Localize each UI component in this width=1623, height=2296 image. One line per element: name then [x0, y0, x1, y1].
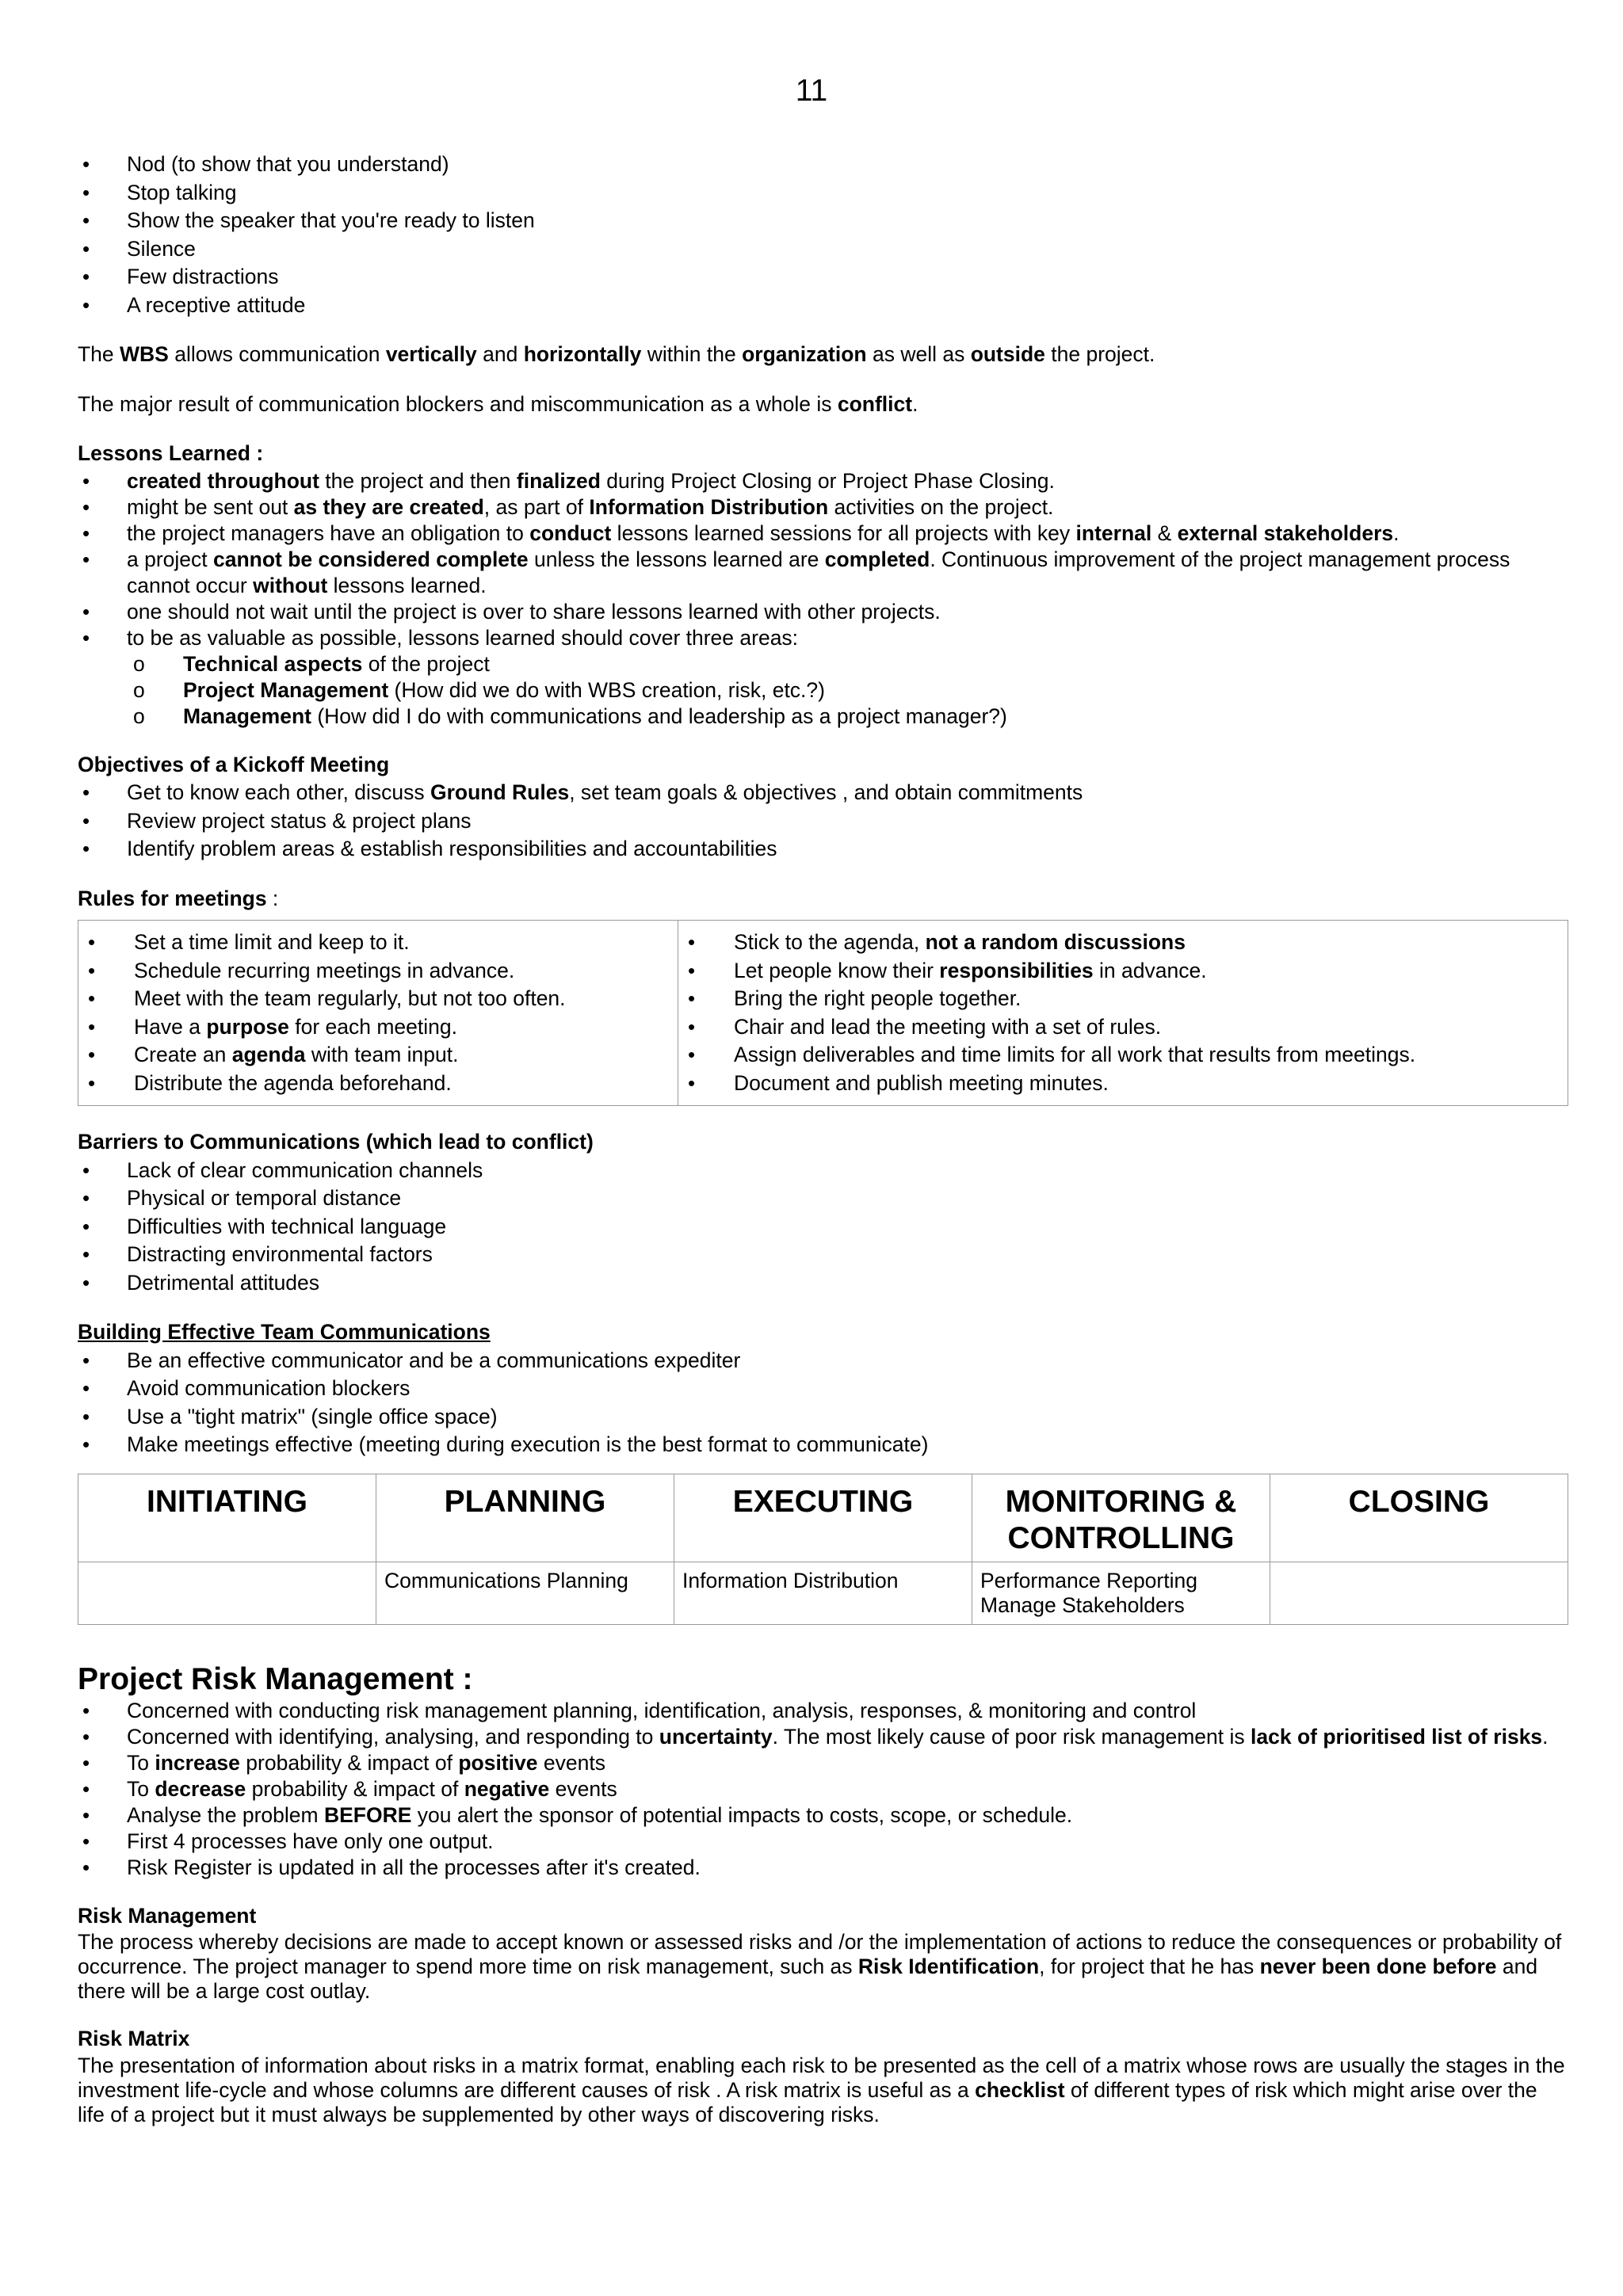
rules-heading: Rules for meetings :	[78, 886, 279, 910]
building-heading: Building Effective Team Communications	[78, 1320, 491, 1344]
list-item: • Review project status & project plans	[78, 807, 1568, 836]
table-cell	[1270, 1562, 1568, 1624]
list-item: • Risk Register is updated in all the processes after it's created.	[78, 1855, 1568, 1881]
list-item: • Avoid communication blockers	[78, 1375, 1568, 1403]
rules-left-cell	[78, 921, 678, 1106]
table-cell: Performance Reporting Manage Stakeholders	[972, 1562, 1270, 1624]
risk-list	[78, 1698, 1568, 1881]
wbs-paragraph: The WBS allows communication vertically and horizontally within the organization as well as outside the project.	[78, 342, 1155, 366]
page-number: 11	[795, 74, 828, 108]
list-item: • Nod (to show that you understand)	[78, 151, 1568, 179]
building-list	[78, 1347, 1568, 1459]
kickoff-heading: Objectives of a Kickoff Meeting	[78, 752, 390, 776]
rules-table	[78, 920, 1568, 1106]
list-item: • Few distractions	[78, 263, 1568, 292]
list-item: • Difficulties with technical language	[78, 1213, 1568, 1241]
sub-list-item: o Technical aspects of the project	[133, 651, 1568, 677]
barriers-list	[78, 1157, 1568, 1298]
rules-left-list	[83, 929, 671, 1097]
risk-management-heading: Risk Management	[78, 1903, 257, 1928]
list-item: • Analyse the problem BEFORE you alert the sponsor of potential impacts to costs, scope, or schedule.	[78, 1802, 1568, 1829]
lessons-list	[78, 468, 1568, 730]
list-item: • to be as valuable as possible, lessons learned should cover three areas: o Technical aspects of the project o Project Management (How did we do with WBS creation, risk, etc.?) o Management (How did I do with communications and leadership as a project manager?)	[78, 625, 1568, 730]
list-item: • To decrease probability & impact of negative events	[78, 1776, 1568, 1802]
table-cell: Information Distribution	[674, 1562, 972, 1624]
list-item: • Chair and lead the meeting with a set of rules.	[683, 1013, 1561, 1042]
list-item: • To increase probability & impact of positive events	[78, 1750, 1568, 1776]
list-item: • Silence	[78, 235, 1568, 264]
list-item: • Physical or temporal distance	[78, 1184, 1568, 1213]
barriers-heading: Barriers to Communications (which lead to conflict)	[78, 1130, 594, 1154]
list-item: • Make meetings effective (meeting during execution is the best format to communicate)	[78, 1431, 1568, 1459]
sub-list-item: o Management (How did I do with communications and leadership as a project manager?)	[133, 704, 1568, 730]
list-item: • the project managers have an obligation to conduct lessons learned sessions for all projects with key internal & external stakeholders.	[78, 521, 1568, 547]
table-cell: Communications Planning	[376, 1562, 674, 1624]
list-item: • Have a purpose for each meeting.	[83, 1013, 671, 1042]
conflict-paragraph: The major result of communication blockers and miscommunication as a whole is conflict.	[78, 391, 918, 416]
list-item: • Bring the right people together.	[683, 985, 1561, 1013]
list-item: • Concerned with conducting risk management planning, identification, analysis, responses, & monitoring and control	[78, 1698, 1568, 1724]
list-item: • Distribute the agenda beforehand.	[83, 1070, 671, 1098]
list-item: • Document and publish meeting minutes.	[683, 1070, 1561, 1098]
table-header-initiating: INITIATING	[78, 1474, 376, 1562]
lessons-heading: Lessons Learned :	[78, 441, 264, 465]
list-item: • A receptive attitude	[78, 292, 1568, 320]
page-content	[78, 151, 1568, 2127]
rules-right-list	[683, 929, 1561, 1097]
list-item: • Show the speaker that you're ready to listen	[78, 207, 1568, 235]
list-item: • Use a "tight matrix" (single office space)	[78, 1403, 1568, 1432]
list-item: • created throughout the project and then finalized during Project Closing or Project Phase Closing.	[78, 468, 1568, 494]
kickoff-list	[78, 779, 1568, 864]
list-item: • Schedule recurring meetings in advance.	[83, 957, 671, 986]
list-item: • Be an effective communicator and be a communications expediter	[78, 1347, 1568, 1375]
list-item: • Stop talking	[78, 179, 1568, 208]
list-item: • a project cannot be considered complete unless the lessons learned are completed. Continuous improvement of the project management process cannot occur without lessons learned.	[78, 547, 1568, 599]
rules-right-cell	[678, 921, 1568, 1106]
list-item: • Assign deliverables and time limits for all work that results from meetings.	[683, 1041, 1561, 1070]
process-group-table	[78, 1474, 1568, 1625]
lessons-sublist	[78, 651, 1568, 730]
list-item: • Detrimental attitudes	[78, 1269, 1568, 1298]
list-item: • Stick to the agenda, not a random discussions	[683, 929, 1561, 957]
list-item: • might be sent out as they are created, as part of Information Distribution activities on the project.	[78, 494, 1568, 521]
list-item: • Meet with the team regularly, but not too often.	[83, 985, 671, 1013]
list-item: • First 4 processes have only one output.	[78, 1829, 1568, 1855]
list-item: • Create an agenda with team input.	[83, 1041, 671, 1070]
table-cell	[78, 1562, 376, 1624]
list-item: • Identify problem areas & establish responsibilities and accountabilities	[78, 835, 1568, 864]
table-header-planning: PLANNING	[376, 1474, 674, 1562]
sub-list-item: o Project Management (How did we do with WBS creation, risk, etc.?)	[133, 677, 1568, 704]
table-header-executing: EXECUTING	[674, 1474, 972, 1562]
risk-matrix-heading: Risk Matrix	[78, 2027, 190, 2050]
risk-matrix-paragraph: The presentation of information about risks in a matrix format, enabling each risk to be presented as the cell of a matrix whose rows are usually the stages in the investment life-cycle and whose columns are different causes of risk . A risk matrix is useful as a checklist of different types of risk which might arise over the life of a project but it must always be supplemented by other ways of discovering risks.	[78, 2053, 1565, 2126]
table-header-monitoring: MONITORING & CONTROLLING	[972, 1474, 1270, 1562]
list-item: • Lack of clear communication channels	[78, 1157, 1568, 1185]
risk-title: Project Risk Management :	[78, 1661, 473, 1696]
risk-management-paragraph: The process whereby decisions are made to accept known or assessed risks and /or the implementation of actions to reduce the consequences or probability of occurrence. The project manager to spend more time on risk management, such as Risk Identification, for project that he has never been done before and there will be a large cost outlay.	[78, 1930, 1562, 2003]
list-item: • Distracting environmental factors	[78, 1241, 1568, 1269]
table-header-closing: CLOSING	[1270, 1474, 1568, 1562]
list-item: • Let people know their responsibilities in advance.	[683, 957, 1561, 986]
list-item: • Concerned with identifying, analysing, and responding to uncertainty. The most likely cause of poor risk management is lack of prioritised list of risks.	[78, 1724, 1568, 1750]
list-item: • one should not wait until the project is over to share lessons learned with other projects.	[78, 599, 1568, 625]
listening-list	[78, 151, 1568, 319]
list-item: • Set a time limit and keep to it.	[83, 929, 671, 957]
list-item: • Get to know each other, discuss Ground Rules, set team goals & objectives , and obtain commitments	[78, 779, 1568, 807]
